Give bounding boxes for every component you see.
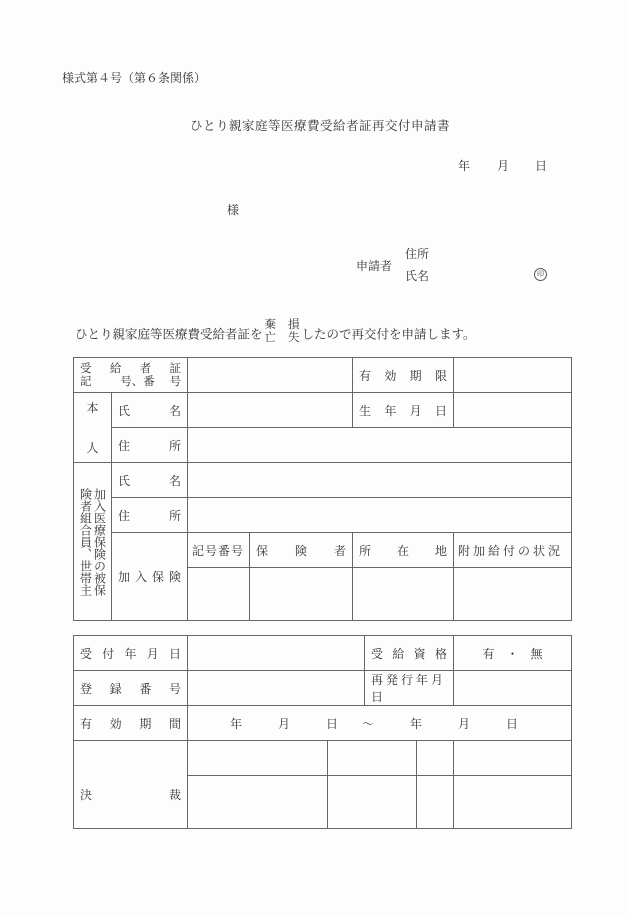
birthdate-label: 生 年 月 日	[353, 393, 454, 428]
applicant-info-table	[73, 357, 572, 621]
approval-stamp-2-top[interactable]	[328, 741, 417, 776]
form-number: 様式第４号（第６条関係）	[62, 71, 207, 85]
insurance-label: 加 入 保 険	[112, 533, 188, 621]
eligibility-label: 受 給 資 格	[365, 636, 454, 671]
householder-name-field[interactable]	[188, 463, 572, 498]
householder-address-label: 住 所	[112, 498, 188, 533]
cert-number-label: 受 給 者 証 記 号、番 号	[74, 358, 188, 393]
location-field[interactable]	[353, 568, 454, 621]
self-label: 本 人	[74, 393, 112, 463]
statement-prefix: ひとり親家庭等医療費受給者証を	[75, 326, 263, 342]
date-year-label: 年	[458, 159, 471, 173]
householder-address-field[interactable]	[188, 498, 572, 533]
statement	[75, 317, 476, 348]
self-address-label: 住 所	[112, 428, 188, 463]
self-name-label: 氏 名	[112, 393, 188, 428]
cert-number-field[interactable]	[188, 358, 353, 393]
reception-date-field[interactable]	[188, 636, 365, 671]
approval-stamp-1-top[interactable]	[188, 741, 328, 776]
approval-stamp-4-bottom[interactable]	[454, 776, 572, 829]
location-header: 所 在 地	[353, 533, 454, 568]
date-month-label: 月	[497, 159, 510, 173]
document-title: ひとり親家庭等医療費受給者証再交付申請書	[190, 118, 451, 133]
validity-field[interactable]	[454, 358, 572, 393]
symbol-number-header: 記号番号	[188, 533, 250, 568]
reissue-date-label: 再発行年月日	[365, 671, 454, 706]
validity-label: 有 効 期 限	[353, 358, 454, 393]
approval-stamp-3-top[interactable]	[417, 741, 454, 776]
date-day-label: 日	[535, 159, 548, 173]
birthdate-field[interactable]	[454, 393, 572, 428]
insurer-field[interactable]	[250, 568, 353, 621]
householder-label: 加入医療保険の被保険者組合員、世帯主	[74, 463, 112, 621]
approval-stamp-4-top[interactable]	[454, 741, 572, 776]
additional-benefits-field[interactable]	[454, 568, 572, 621]
applicant-name-label: 氏名	[405, 269, 430, 283]
registration-number-label: 登 録 番 号	[74, 671, 188, 706]
validity-period-label: 有 効 期 間	[74, 706, 188, 741]
statement-suffix: したので再交付を申請します。	[301, 326, 476, 342]
seal-icon: 印	[534, 268, 547, 281]
eligibility-options[interactable]: 有 ・ 無	[454, 636, 572, 671]
approval-stamp-3-bottom[interactable]	[417, 776, 454, 829]
applicant-address-label: 住所	[405, 247, 430, 261]
householder-name-label: 氏 名	[112, 463, 188, 498]
reception-date-label: 受 付 年 月 日	[74, 636, 188, 671]
option-discard-lost[interactable]: 棄 亡	[264, 317, 277, 344]
validity-period-field[interactable]: 年 月 日 ～ 年 月 日	[188, 706, 572, 741]
office-use-table	[73, 635, 572, 829]
approval-label: 決 裁	[74, 741, 188, 829]
insurer-header: 保 険 者	[250, 533, 353, 568]
self-name-field[interactable]	[188, 393, 353, 428]
reissue-date-field[interactable]	[454, 671, 572, 706]
self-address-field[interactable]	[188, 428, 572, 463]
applicant-label: 申請者	[356, 259, 393, 273]
approval-stamp-1-bottom[interactable]	[188, 776, 328, 829]
option-damaged-lost[interactable]: 損 失	[288, 317, 300, 344]
approval-stamp-2-bottom[interactable]	[328, 776, 417, 829]
additional-benefits-header: 附加給付の状況	[454, 533, 572, 568]
registration-number-field[interactable]	[188, 671, 365, 706]
symbol-number-field[interactable]	[188, 568, 250, 621]
addressee-suffix: 様	[227, 203, 240, 217]
